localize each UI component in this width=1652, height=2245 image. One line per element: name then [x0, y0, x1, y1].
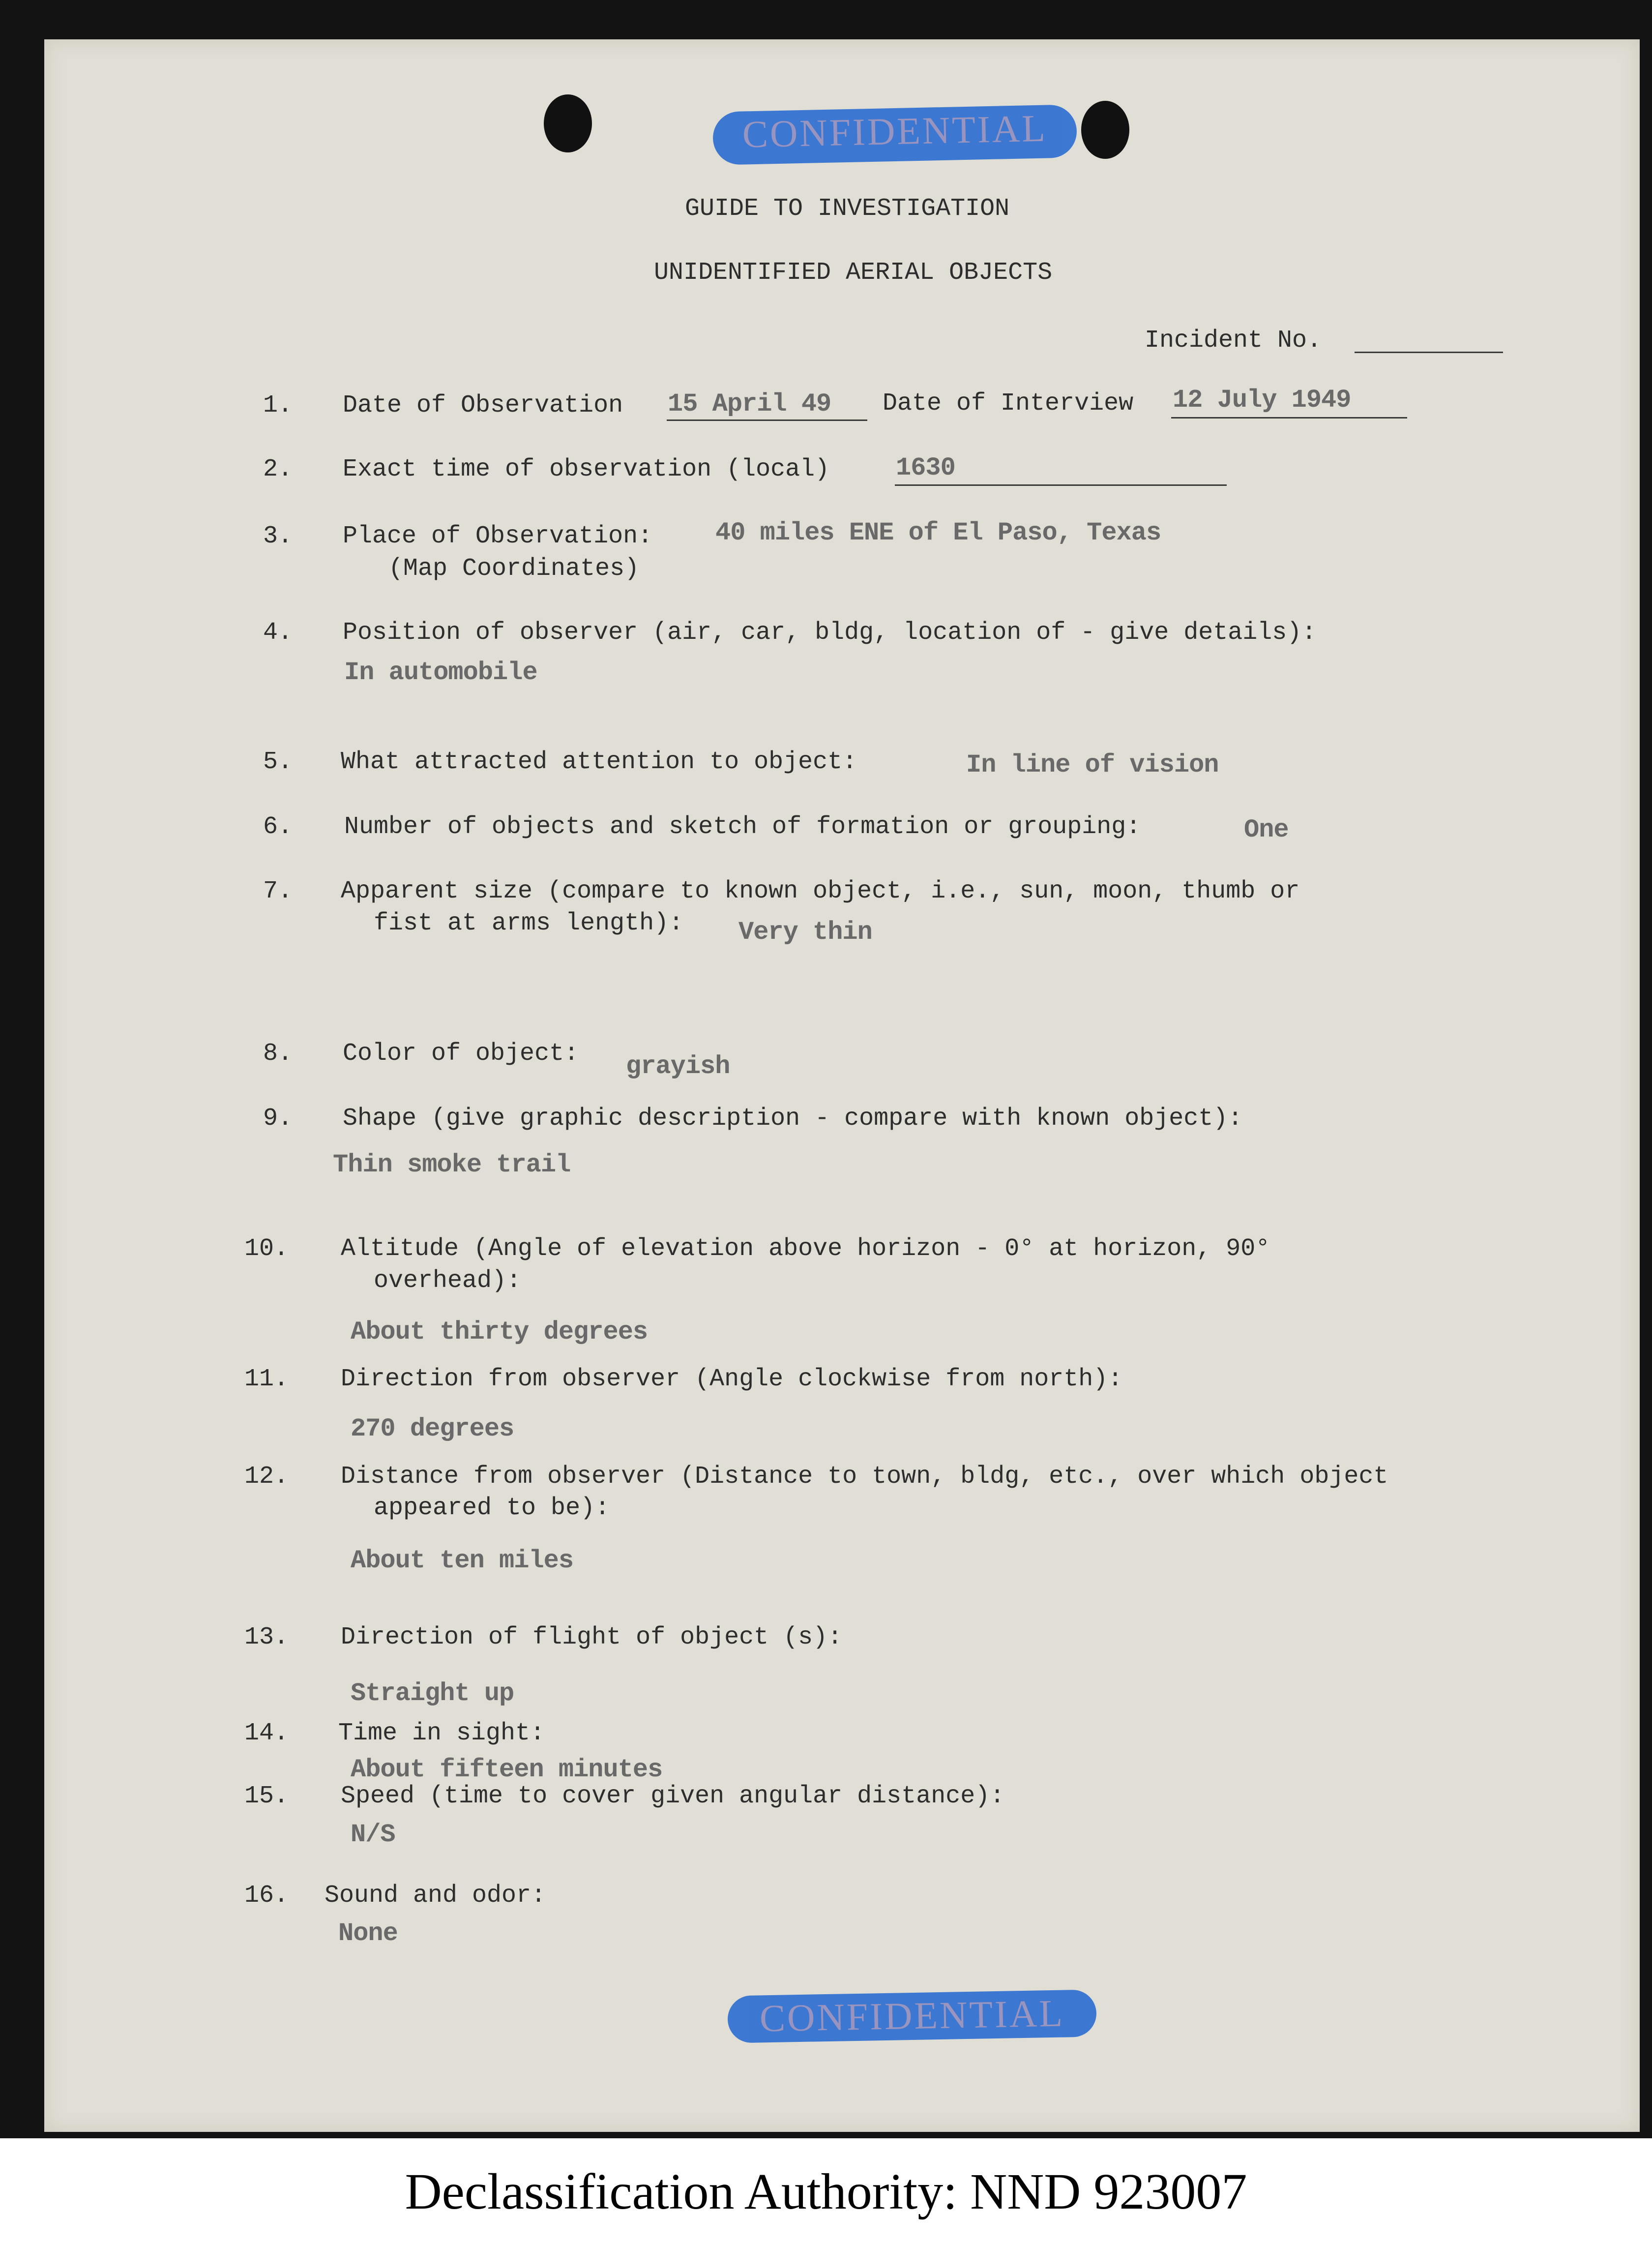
time-in-sight-label: Time in sight:	[338, 1719, 545, 1747]
time-in-sight-answer: About fifteen minutes	[351, 1755, 663, 1784]
incident-label: Incident No.	[1145, 327, 1322, 355]
sound-and-odor-label: Sound and odor:	[324, 1882, 546, 1910]
item-number: 13.	[244, 1623, 289, 1651]
item-number: 16.	[244, 1882, 289, 1910]
item-number: 5.	[263, 748, 293, 776]
incident-number-line	[1355, 352, 1503, 353]
item-number: 6.	[263, 813, 293, 841]
apparent-size-label: Apparent size (compare to known object, i.e., sun, moon, thumb or	[341, 877, 1300, 905]
form-subtitle: UNIDENTIFIED AERIAL OBJECTS	[654, 259, 1053, 287]
declassification-authority: Declassification Authority: NND 923007	[405, 2163, 1247, 2220]
item-number: 4.	[263, 619, 293, 647]
item-number: 8.	[263, 1040, 293, 1068]
exact-time-label: Exact time of observation (local)	[343, 455, 830, 483]
answer-line	[667, 419, 867, 421]
item-number: 11.	[244, 1365, 289, 1393]
date-of-interview-label: Date of Interview	[883, 389, 1134, 418]
item-number: 15.	[244, 1782, 289, 1810]
item-number: 9.	[263, 1105, 293, 1133]
position-of-observer-answer: In automobile	[344, 658, 537, 687]
distance-from-observer-label: Distance from observer (Distance to town, bldg, etc., over which object	[341, 1463, 1388, 1491]
shape-label: Shape (give graphic description - compare with known object):	[343, 1105, 1243, 1133]
document-page	[44, 39, 1640, 2132]
color-of-object-answer: grayish	[626, 1052, 730, 1081]
position-of-observer-label: Position of observer (air, car, bldg, location of - give details):	[343, 619, 1317, 647]
stamp-text-bottom: CONFIDENTIAL	[759, 1991, 1065, 2040]
direction-of-flight-label: Direction of flight of object (s):	[341, 1623, 843, 1651]
apparent-size-label-cont: fist at arms length):	[374, 909, 684, 937]
distance-from-observer-label-cont: appeared to be):	[374, 1494, 610, 1522]
shape-answer: Thin smoke trail	[333, 1150, 571, 1179]
stamp-text-top: CONFIDENTIAL	[742, 106, 1048, 156]
punch-hole-right	[1081, 101, 1129, 159]
place-of-observation-answer: 40 miles ENE of El Paso, Texas	[715, 518, 1161, 547]
footer-bar	[0, 2138, 1652, 2245]
direction-of-flight-answer: Straight up	[351, 1679, 514, 1708]
altitude-label: Altitude (Angle of elevation above horizon - 0° at horizon, 90°	[341, 1235, 1270, 1263]
number-of-objects-label: Number of objects and sketch of formation or grouping:	[344, 813, 1141, 841]
item-number: 1.	[263, 391, 293, 419]
item-number: 10.	[244, 1235, 289, 1263]
confidential-stamp-top	[712, 104, 1077, 165]
altitude-label-cont: overhead):	[374, 1267, 522, 1295]
item-number: 2.	[263, 455, 293, 483]
exact-time-answer: 1630	[896, 453, 955, 482]
map-coordinates-label: (Map Coordinates)	[388, 555, 640, 583]
answer-line	[895, 484, 1227, 486]
apparent-size-answer: Very thin	[738, 918, 872, 947]
answer-line	[1171, 417, 1407, 419]
color-of-object-label: Color of object:	[343, 1040, 579, 1068]
item-number: 14.	[244, 1719, 289, 1747]
date-of-interview-answer: 12 July 1949	[1173, 386, 1351, 415]
sound-and-odor-answer: None	[338, 1919, 398, 1948]
date-of-observation-label: Date of Observation	[343, 391, 623, 419]
altitude-answer: About thirty degrees	[351, 1317, 648, 1347]
item-number: 12.	[244, 1463, 289, 1491]
punch-hole-left	[544, 94, 592, 152]
attracted-attention-answer: In line of vision	[966, 750, 1219, 779]
number-of-objects-answer: One	[1244, 815, 1289, 844]
form-title: GUIDE TO INVESTIGATION	[685, 195, 1010, 223]
direction-from-observer-answer: 270 degrees	[351, 1414, 514, 1443]
direction-from-observer-label: Direction from observer (Angle clockwise from north):	[341, 1365, 1123, 1393]
confidential-stamp-bottom	[727, 1989, 1097, 2043]
attracted-attention-label: What attracted attention to object:	[341, 748, 857, 776]
item-number: 7.	[263, 877, 293, 905]
item-number: 3.	[263, 522, 293, 550]
place-of-observation-label: Place of Observation:	[343, 522, 653, 550]
date-of-observation-answer: 15 April 49	[668, 389, 831, 419]
speed-answer: N/S	[351, 1820, 395, 1849]
distance-from-observer-answer: About ten miles	[351, 1546, 574, 1575]
speed-label: Speed (time to cover given angular distance):	[341, 1782, 1005, 1810]
